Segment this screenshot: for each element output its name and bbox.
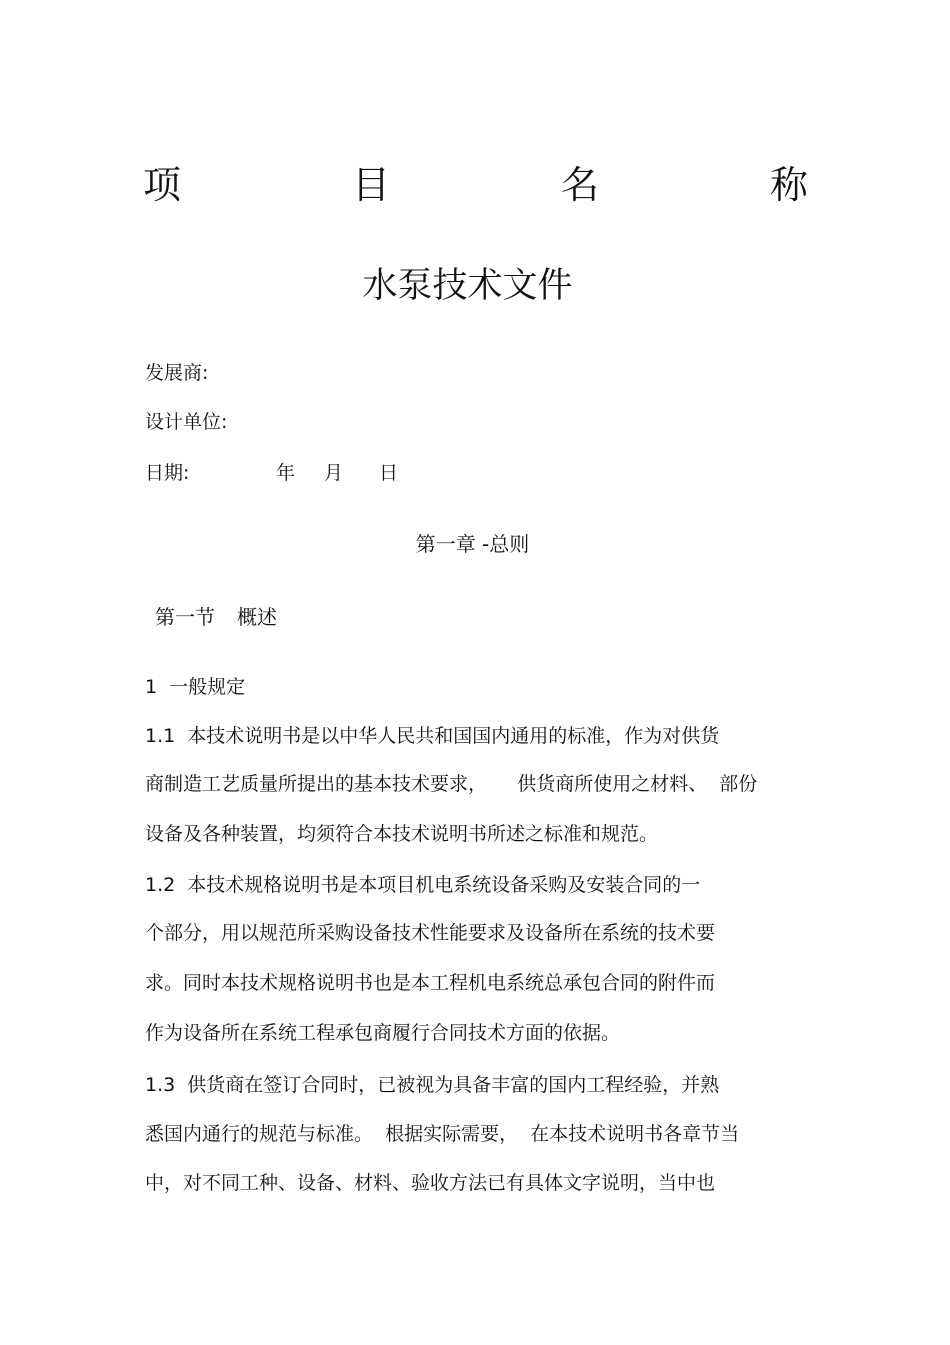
body-line: 悉国内通行的规范与标准。 根据实际需要， 在本技术说明书各章节当 (145, 1123, 740, 1145)
document-subtitle: 水泵技术文件 (362, 266, 573, 306)
date-day: 日 (379, 462, 399, 484)
date-row (145, 460, 399, 486)
body-line: 设备及各种装置，均须符合本技术说明书所述之标准和规范。 (145, 823, 659, 845)
title-char: 目 (351, 163, 390, 207)
body-line: 1.2 本技术规格说明书是本项目机电系统设备采购及安装合同的一 (145, 874, 701, 896)
body-line: 1.1 本技术说明书是以中华人民共和国国内通用的标准，作为对供货 (145, 725, 720, 747)
design-unit-label: 设计单位: (145, 411, 228, 433)
body-line: 求。同时本技术规格说明书也是本工程机电系统总承包合同的附件而 (145, 972, 716, 994)
title-char: 名 (560, 163, 599, 207)
section-name: 概述 (237, 605, 277, 629)
developer-label: 发展商: (145, 362, 209, 384)
date-month: 月 (324, 462, 344, 484)
date-label: 日期: (145, 462, 190, 484)
chapter-heading: 第一章 -总则 (415, 532, 530, 556)
body-line: 作为设备所在系统工程承包商履行合同技术方面的依据。 (145, 1022, 621, 1044)
body-line: 商制造工艺质量所提出的基本技术要求， 供货商所使用之材料、 部份 (145, 773, 758, 795)
title-char: 称 (769, 163, 808, 207)
body-line: 中，对不同工种、设备、材料、验收方法已有具体文字说明，当中也 (145, 1172, 716, 1194)
body-line: 个部分，用以规范所采购设备技术性能要求及设备所在系统的技术要 (145, 922, 716, 944)
title-char: 项 (143, 163, 182, 207)
project-name-title (143, 160, 808, 210)
body-line: 1.3 供货商在签订合同时，已被视为具备丰富的国内工程经验，并熟 (145, 1074, 720, 1096)
section-number: 第一节 (155, 605, 215, 629)
date-year: 年 (276, 462, 296, 484)
section-heading (155, 603, 277, 631)
body-line: 1 一般规定 (145, 676, 246, 698)
